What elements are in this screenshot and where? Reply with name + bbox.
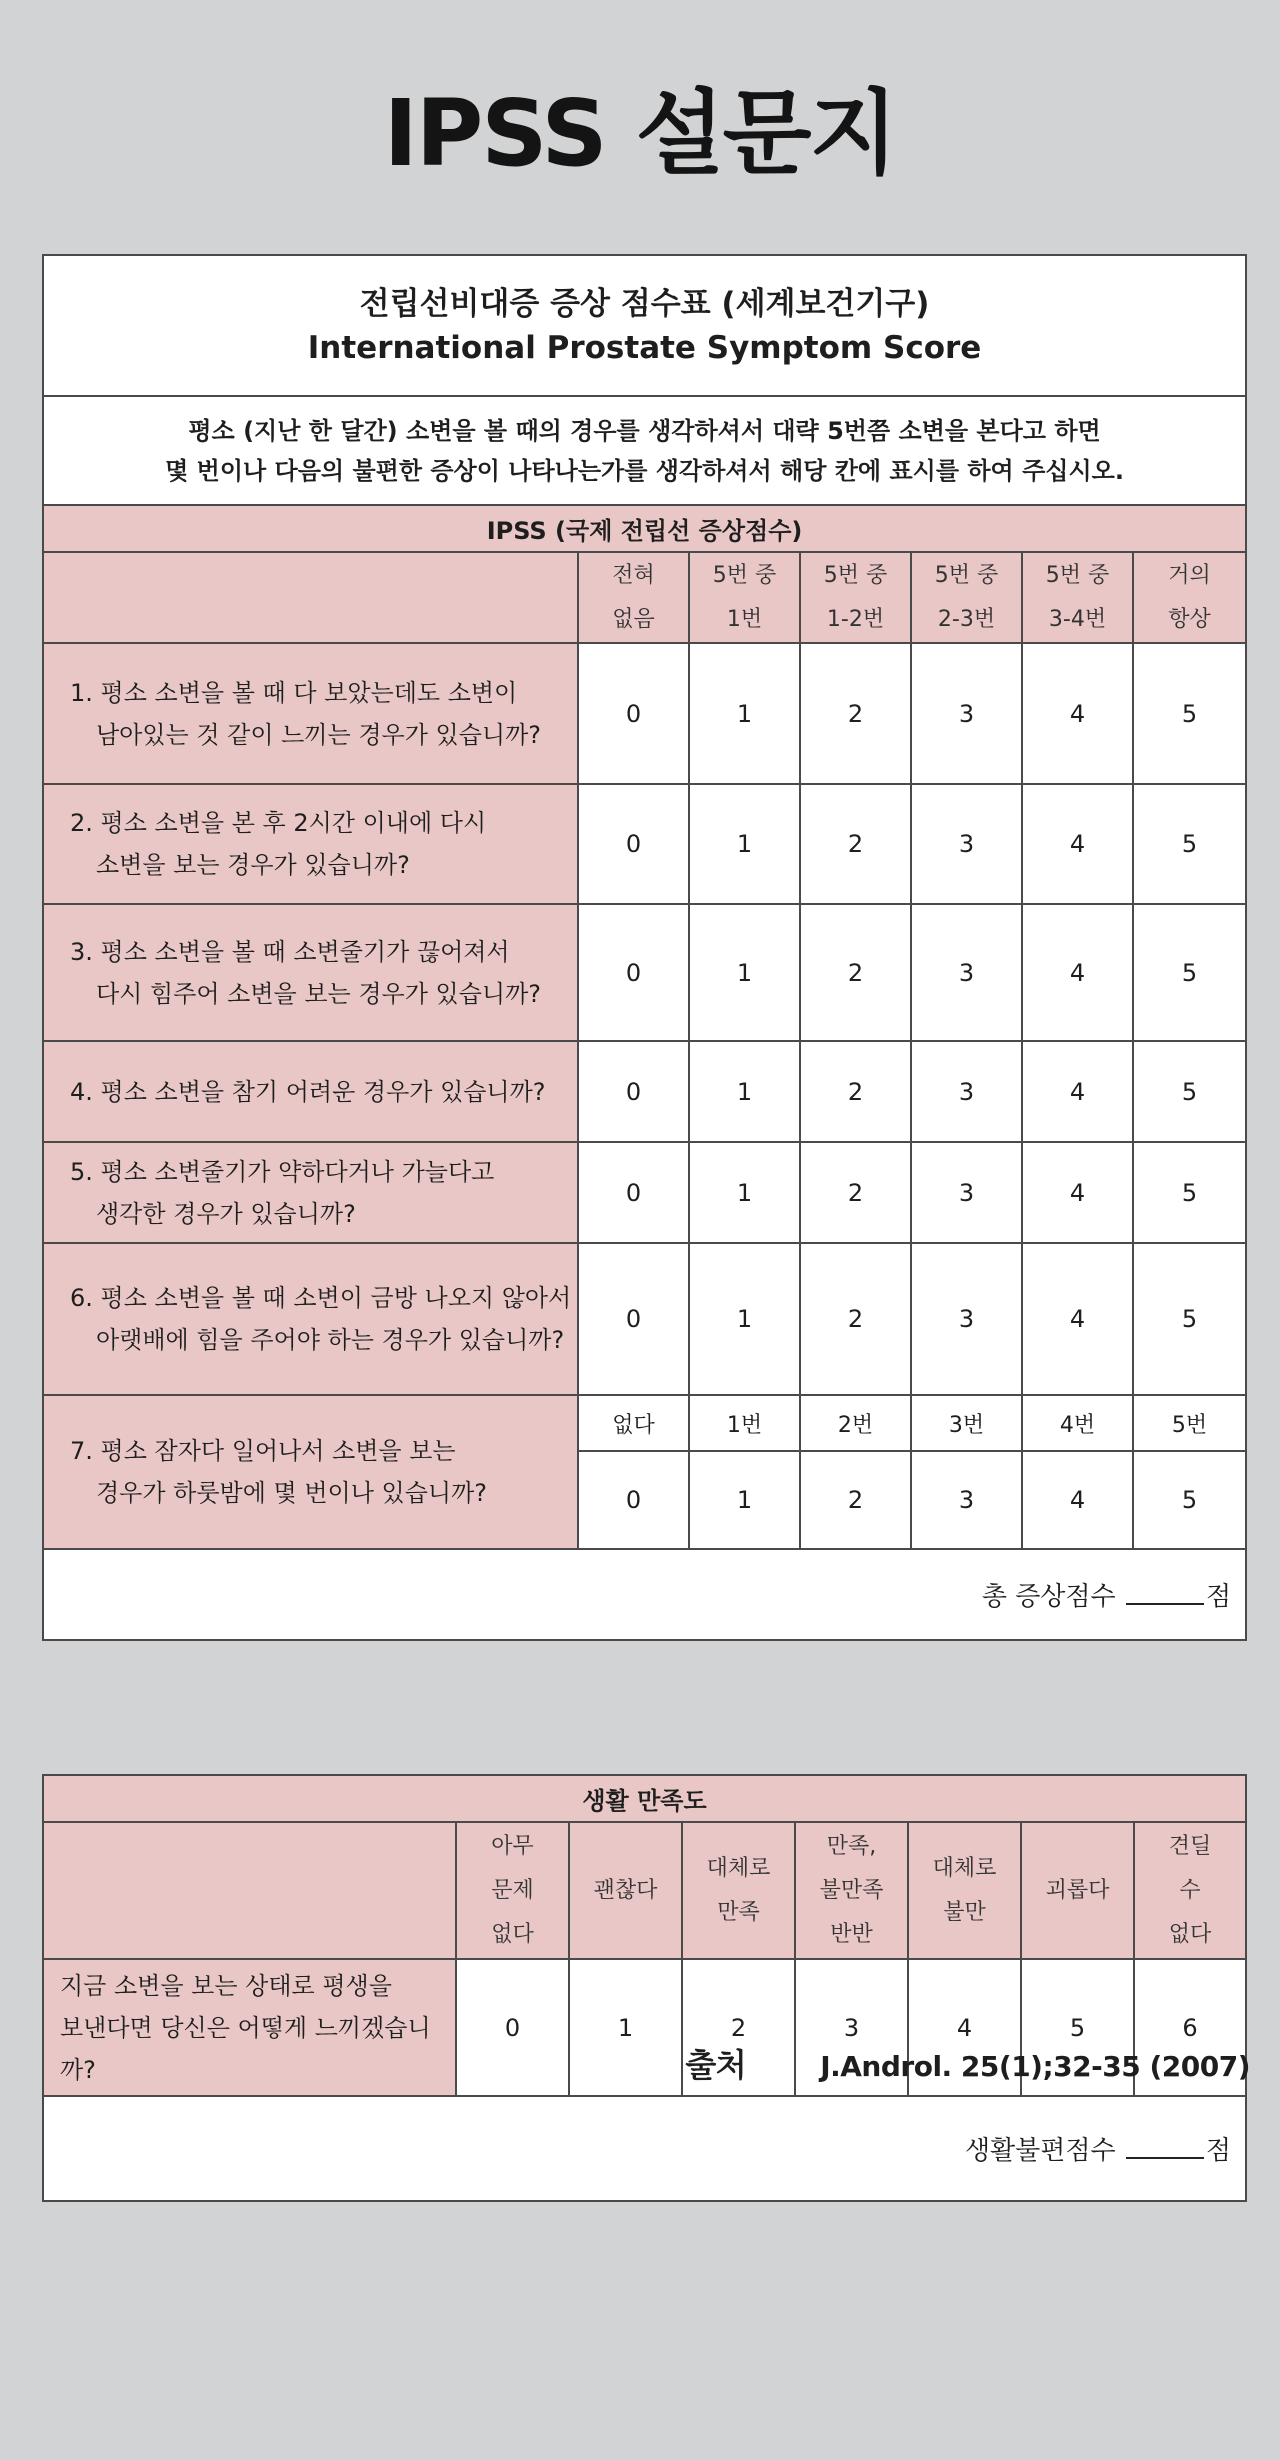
question-row-7 (43, 1395, 1246, 1451)
page-title: IPSS 설문지 (383, 80, 897, 187)
quality-total-blank[interactable] (1126, 2137, 1204, 2159)
question-row-1 (43, 643, 1246, 784)
score-cell[interactable]: 5 (1133, 643, 1246, 784)
quality-section-title: 생활 만족도 (43, 1775, 1246, 1822)
quality-question-text: 지금 소변을 보는 상태로 평생을 보낸다면 당신은 어떻게 느끼겠습니까? (43, 1959, 456, 2096)
score-cell[interactable]: 2 (800, 1243, 911, 1395)
score-cell[interactable]: 2 (682, 1959, 795, 2096)
question-row-5 (43, 1142, 1246, 1243)
score-cell[interactable]: 0 (578, 1142, 689, 1243)
question-text: 3. 평소 소변을 볼 때 소변줄기가 끊어져서 다시 힘주어 소변을 보는 경우가 있습니까? (43, 904, 578, 1041)
score-cell[interactable]: 4 (1022, 1142, 1133, 1243)
quality-option-header: 괴롭다 (1021, 1822, 1134, 1959)
score-cell[interactable]: 2 (800, 904, 911, 1041)
source-citation: J.Androl. 25(1);32-35 (2007) (820, 2050, 1250, 2083)
question-row-2 (43, 784, 1246, 904)
score-cell[interactable]: 1 (689, 1142, 800, 1243)
question-text: 1. 평소 소변을 볼 때 다 보았는데도 소변이 남아있는 것 같이 느끼는 경우가 있습니까? (43, 643, 578, 784)
score-cell[interactable]: 2 (800, 1142, 911, 1243)
question-text: 4. 평소 소변을 참기 어려운 경우가 있습니까? (43, 1041, 578, 1142)
instructions (43, 396, 1246, 505)
score-cell[interactable]: 2 (800, 1451, 911, 1549)
quality-option-header: 대체로 불만 (908, 1822, 1021, 1959)
score-cell[interactable]: 2 (800, 1041, 911, 1142)
total-score-blank[interactable] (1126, 1583, 1204, 1605)
q7-option: 없다 (578, 1395, 689, 1451)
score-cell[interactable]: 3 (911, 1041, 1022, 1142)
question-row-6 (43, 1243, 1246, 1395)
score-cell[interactable]: 0 (456, 1959, 569, 2096)
score-cell[interactable]: 0 (578, 1451, 689, 1549)
score-cell[interactable]: 5 (1133, 904, 1246, 1041)
score-cell[interactable]: 3 (911, 904, 1022, 1041)
quality-header-blank (43, 1822, 456, 1959)
score-cell[interactable]: 3 (911, 1243, 1022, 1395)
quality-total-label: 생활불편점수 (964, 2136, 1116, 2166)
score-cell[interactable]: 5 (1133, 784, 1246, 904)
quality-total-unit: 점 (1205, 2136, 1232, 2166)
score-cell[interactable]: 0 (578, 1041, 689, 1142)
score-cell[interactable]: 1 (569, 1959, 682, 2096)
option-header: 5번 중 1번 (689, 552, 800, 643)
score-cell[interactable]: 4 (1022, 1041, 1133, 1142)
option-header: 5번 중 3-4번 (1022, 552, 1133, 643)
score-cell[interactable]: 5 (1021, 1959, 1134, 2096)
score-cell[interactable]: 3 (911, 1451, 1022, 1549)
option-header: 전혀 없음 (578, 552, 689, 643)
score-cell[interactable]: 5 (1133, 1451, 1246, 1549)
score-cell[interactable]: 4 (1022, 1451, 1133, 1549)
q7-option: 4번 (1022, 1395, 1133, 1451)
quality-option-header: 대체로 만족 (682, 1822, 795, 1959)
total-score-unit: 점 (1205, 1582, 1232, 1612)
quality-option-header: 만족, 불만족 반반 (795, 1822, 908, 1959)
total-score-label: 총 증상점수 (981, 1582, 1116, 1612)
score-cell[interactable]: 4 (908, 1959, 1021, 2096)
quality-total-row (43, 2096, 1246, 2201)
ipss-header (43, 255, 1246, 396)
score-cell[interactable]: 3 (911, 1142, 1022, 1243)
score-cell[interactable]: 5 (1133, 1142, 1246, 1243)
option-header: 5번 중 2-3번 (911, 552, 1022, 643)
source-line (685, 2040, 1250, 2086)
ipss-header-ko: 전립선비대증 증상 점수표 (세계보건기구) (359, 285, 930, 322)
ipss-header-en: International Prostate Symptom Score (307, 329, 982, 366)
ipss-table (42, 254, 1247, 1641)
score-cell[interactable]: 1 (689, 643, 800, 784)
score-cell[interactable]: 4 (1022, 784, 1133, 904)
score-cell[interactable]: 6 (1134, 1959, 1246, 2096)
score-cell[interactable]: 1 (689, 904, 800, 1041)
quality-option-header: 아무 문제 없다 (456, 1822, 569, 1959)
score-cell[interactable]: 3 (795, 1959, 908, 2096)
score-cell[interactable]: 4 (1022, 643, 1133, 784)
total-score-row (43, 1549, 1246, 1640)
quality-option-header: 견딜 수 없다 (1134, 1822, 1246, 1959)
score-cell[interactable]: 3 (911, 784, 1022, 904)
q7-option: 5번 (1133, 1395, 1246, 1451)
question-text: 7. 평소 잠자다 일어나서 소변을 보는 경우가 하룻밤에 몇 번이나 있습니까? (43, 1395, 578, 1549)
score-cell[interactable]: 5 (1133, 1243, 1246, 1395)
q7-option: 3번 (911, 1395, 1022, 1451)
instruction-line-2: 몇 번이나 다음의 불편한 증상이 나타나는가를 생각하셔서 해당 칸에 표시를 하여 주십시오. (165, 456, 1124, 485)
quality-table (42, 1774, 1247, 2202)
score-cell[interactable]: 0 (578, 784, 689, 904)
score-cell[interactable]: 4 (1022, 904, 1133, 1041)
score-cell[interactable]: 0 (578, 643, 689, 784)
question-text: 2. 평소 소변을 본 후 2시간 이내에 다시 소변을 보는 경우가 있습니까? (43, 784, 578, 904)
question-row-4 (43, 1041, 1246, 1142)
ipss-section-title: IPSS (국제 전립선 증상점수) (43, 505, 1246, 552)
instruction-line-1: 평소 (지난 한 달간) 소변을 볼 때의 경우를 생각하셔서 대략 5번쯤 소변을 본다고 하면 (188, 416, 1101, 445)
score-cell[interactable]: 1 (689, 1041, 800, 1142)
score-cell[interactable]: 0 (578, 904, 689, 1041)
option-header: 5번 중 1-2번 (800, 552, 911, 643)
score-cell[interactable]: 1 (689, 784, 800, 904)
q7-option: 1번 (689, 1395, 800, 1451)
score-cell[interactable]: 1 (689, 1451, 800, 1549)
source-label: 출처 (685, 2046, 747, 2084)
score-cell[interactable]: 3 (911, 643, 1022, 784)
option-header: 거의 항상 (1133, 552, 1246, 643)
q7-option: 2번 (800, 1395, 911, 1451)
score-cell[interactable]: 2 (800, 784, 911, 904)
score-cell[interactable]: 4 (1022, 1243, 1133, 1395)
score-cell[interactable]: 5 (1133, 1041, 1246, 1142)
question-row-3 (43, 904, 1246, 1041)
question-text: 6. 평소 소변을 볼 때 소변이 금방 나오지 않아서 아랫배에 힘을 주어야 하는 경우가 있습니까? (43, 1243, 578, 1395)
score-cell[interactable]: 2 (800, 643, 911, 784)
options-header-blank (43, 552, 578, 643)
score-cell[interactable]: 0 (578, 1243, 689, 1395)
question-text: 5. 평소 소변줄기가 약하다거나 가늘다고 생각한 경우가 있습니까? (43, 1142, 578, 1243)
quality-option-header: 괜찮다 (569, 1822, 682, 1959)
score-cell[interactable]: 1 (689, 1243, 800, 1395)
